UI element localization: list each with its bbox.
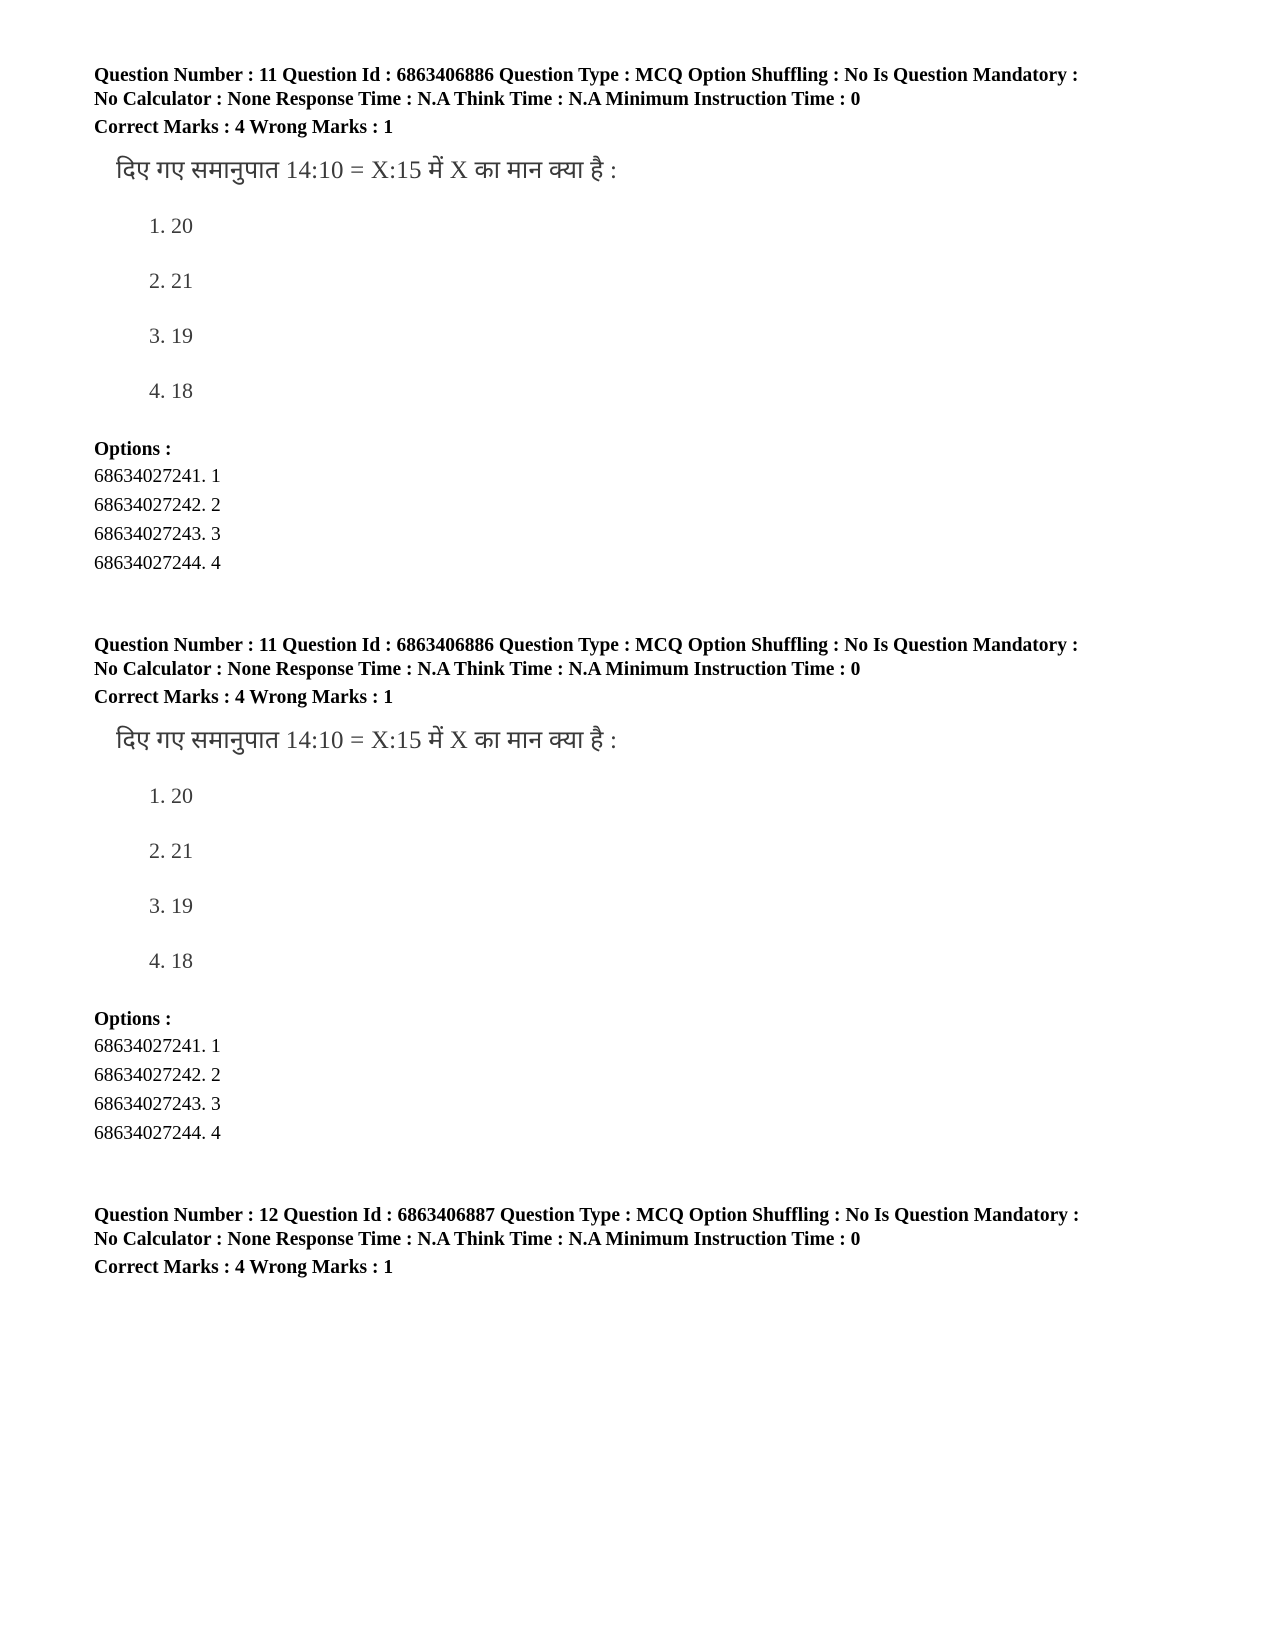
question-block bbox=[94, 1204, 1204, 1280]
choice-3: 3. 19 bbox=[149, 323, 193, 348]
options-label: Options : bbox=[94, 439, 172, 460]
option-row: 68634027242. 2 bbox=[94, 495, 221, 516]
question-block bbox=[94, 64, 1204, 578]
option-row: 68634027242. 2 bbox=[94, 1065, 221, 1086]
question-marks: Correct Marks : 4 Wrong Marks : 1 bbox=[94, 687, 394, 708]
option-row: 68634027241. 1 bbox=[94, 1036, 221, 1057]
choice-2: 2. 21 bbox=[149, 838, 193, 863]
option-row: 68634027243. 3 bbox=[94, 524, 221, 545]
choice-4: 4. 18 bbox=[149, 378, 193, 403]
choice-2: 2. 21 bbox=[149, 268, 193, 293]
choice-4: 4. 18 bbox=[149, 948, 193, 973]
question-block bbox=[94, 634, 1204, 1148]
choice-1: 1. 20 bbox=[149, 213, 193, 238]
question-marks: Correct Marks : 4 Wrong Marks : 1 bbox=[94, 1257, 394, 1278]
option-row: 68634027244. 4 bbox=[94, 1123, 221, 1144]
question-marks: Correct Marks : 4 Wrong Marks : 1 bbox=[94, 117, 394, 138]
choice-3: 3. 19 bbox=[149, 893, 193, 918]
question-meta-line-2: No Calculator : None Response Time : N.A Think Time : N.A Minimum Instruction Time : 0 bbox=[94, 1229, 861, 1250]
question-meta-line-1: Question Number : 12 Question Id : 6863406887 Question Type : MCQ Option Shuffling : No Is Question Mandatory : bbox=[94, 1205, 1080, 1226]
choice-1: 1. 20 bbox=[149, 783, 193, 808]
question-meta-line-2: No Calculator : None Response Time : N.A Think Time : N.A Minimum Instruction Time : 0 bbox=[94, 659, 861, 680]
option-row: 68634027244. 4 bbox=[94, 553, 221, 574]
question-text: दिए गए समानुपात 14:10 = X:15 में X का मान क्या है : bbox=[116, 727, 618, 754]
question-image bbox=[116, 154, 636, 434]
options-label: Options : bbox=[94, 1009, 172, 1030]
question-text: दिए गए समानुपात 14:10 = X:15 में X का मान क्या है : bbox=[116, 157, 618, 184]
option-row: 68634027243. 3 bbox=[94, 1094, 221, 1115]
question-meta-line-1: Question Number : 11 Question Id : 6863406886 Question Type : MCQ Option Shuffling : No Is Question Mandatory : bbox=[94, 635, 1079, 656]
question-meta-line-1: Question Number : 11 Question Id : 6863406886 Question Type : MCQ Option Shuffling : No Is Question Mandatory : bbox=[94, 65, 1079, 86]
option-row: 68634027241. 1 bbox=[94, 466, 221, 487]
question-image bbox=[116, 724, 636, 1004]
question-meta-line-2: No Calculator : None Response Time : N.A Think Time : N.A Minimum Instruction Time : 0 bbox=[94, 89, 861, 110]
